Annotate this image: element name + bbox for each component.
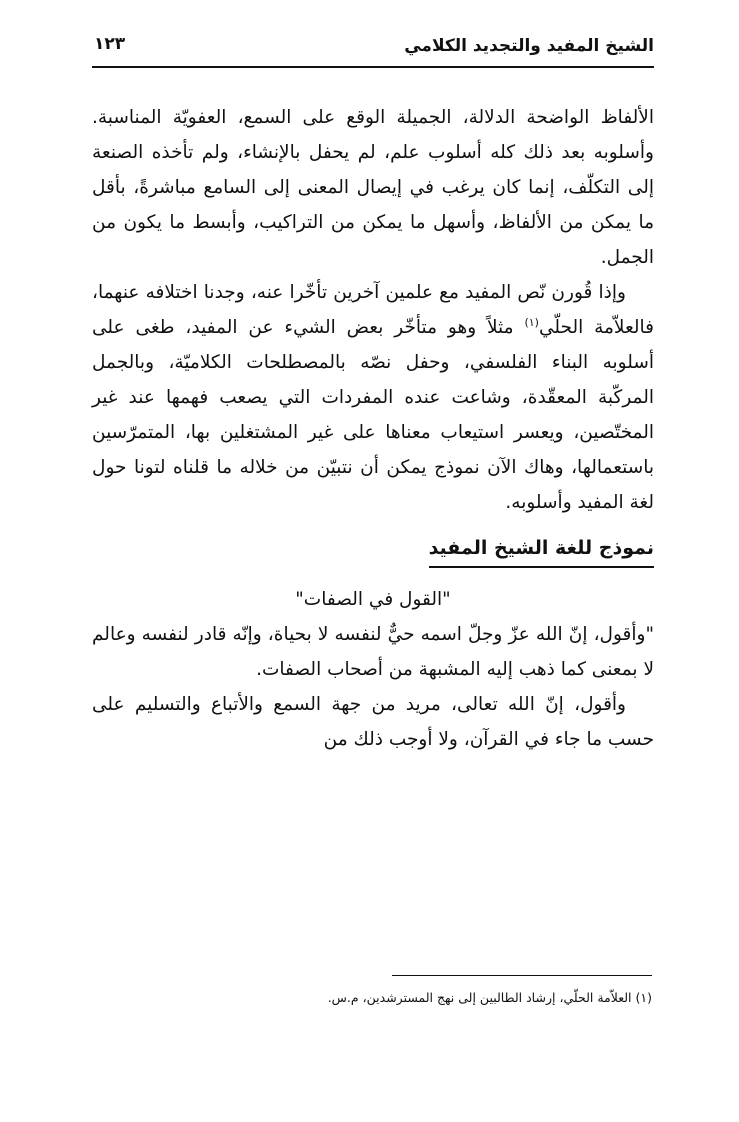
section-heading — [92, 532, 654, 568]
body-text — [92, 100, 654, 757]
paragraph-2-after: مثلاً وهو متأخّر بعض الشيء عن المفيد، طغى على أسلوبه البناء الفلسفي، وحفل نصّه بالمصطلحات الكلاميّة، وبالجمل المركّبة المعقّدة، وشاعت عنده المفردات التي يصعب فهمها عند غير المختّصين، ويعسر استيعاب معناها على غير المشتغلين بها، المتمرّسين باستعمالها، وهاك الآن نموذج يمكن أن نتبيّن من خلاله ما قلناه لتونا حول لغة المفيد وأسلوبه. — [92, 317, 654, 513]
quote-title: "القول في الصفات" — [295, 589, 451, 610]
paragraph-2 — [92, 275, 654, 520]
footnote-marker[interactable]: (١) — [524, 315, 539, 329]
footnote: (١) العلاّمة الحلّي، إرشاد الطالبين إلى نهج المسترشدين، م.س. — [327, 990, 652, 1005]
section-heading-text: نموذج للغة الشيخ المفيد — [429, 532, 654, 568]
quote-paragraph-1: "وأقول، إنّ الله عزّ وجلّ اسمه حيٌّ لنفسه لا بحياة، وإنّه قادر لنفسه وعالم لا بمعنى كما ذهب إليه المشبهة من أصحاب الصفات. — [92, 624, 654, 680]
footnote-divider — [392, 975, 652, 976]
page-number: ١٢٣ — [94, 34, 126, 54]
page-header — [92, 28, 654, 68]
paragraph-2-before: وإذا قُورن نّص المفيد مع علمين آخرين تأخّرا عنه، وجدنا اختلافه عنهما، فالعلاّمة الحلّي — [92, 282, 654, 338]
running-title: الشيخ المفيد والتجديد الكلامي — [404, 36, 654, 56]
quote-paragraph-2: وأقول، إنّ الله تعالى، مريد من جهة السمع والأتباع والتسليم على حسب ما جاء في القرآن، ولا أوجب ذلك من — [92, 694, 654, 750]
paragraph-1: الألفاظ الواضحة الدلالة، الجميلة الوقع على السمع، العفويّة المناسبة. وأسلوبه بعد ذلك كله أسلوب علم، لم يحفل بالإنشاء، ولم تأخذه الصنعة إلى التكلّف، إنما كان يرغب في إيصال المعنى إلى السامع مباشرةً، بأقل ما يمكن من الألفاظ، وأسهل ما يمكن من التراكيب، وأبسط ما يكون من الجمل. — [92, 107, 654, 268]
